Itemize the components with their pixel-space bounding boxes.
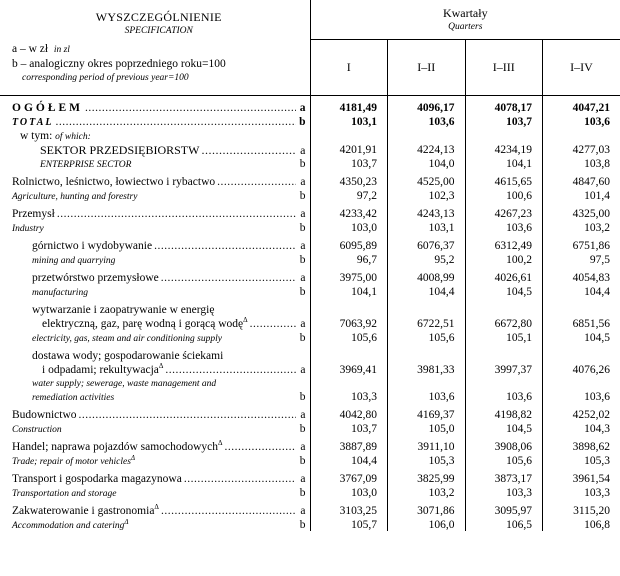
table-row — [0, 96, 620, 130]
col-header-q1-q3: I–III — [465, 39, 543, 95]
row-label: SEKTOR PRZEDSIĘBIORSTW ..... a ENTERPRISE SECTOR b — [0, 143, 310, 170]
table-row — [0, 202, 620, 234]
specification-header — [0, 0, 310, 96]
value-cell: 6076,37 95,2 — [388, 234, 466, 266]
value-cell: 3969,41 103,3 — [339, 364, 377, 403]
value-cell: 4076,26 103,6 — [543, 344, 620, 403]
row-label: OGÓŁEM ..... a TOTAL ..... b — [0, 96, 310, 130]
table-row — [0, 129, 620, 143]
value-cell: 3961,54 103,3 — [543, 467, 620, 499]
value-cell: 4243,13 103,1 — [388, 202, 466, 234]
value-cell: 4078,17 103,7 — [465, 96, 543, 130]
value-cell: 4169,37 105,0 — [388, 403, 466, 435]
table-row — [0, 143, 620, 170]
value-cell: 4525,00 102,3 — [388, 170, 466, 202]
table-row — [0, 435, 620, 467]
value-cell: 4201,91 103,7 — [339, 144, 377, 170]
legend-a: a – w zł in zl — [12, 43, 70, 55]
quarters-title: Kwartały — [442, 6, 488, 20]
value-cell: 3103,25 105,7 — [339, 505, 377, 531]
value-cell: 3095,97 106,5 — [465, 499, 543, 531]
value-cell: 3908,06 105,6 — [465, 435, 543, 467]
header-row-1 — [0, 0, 620, 39]
value-cell: 4026,61 104,5 — [465, 266, 543, 298]
value-cell: 6095,89 96,7 — [339, 240, 377, 266]
value-cell: 4181,49 103,1 — [339, 102, 377, 128]
value-cell: 3873,17 103,3 — [465, 467, 543, 499]
value-cell: 3767,09 103,0 — [339, 473, 377, 499]
legend-b: b – analogiczny okres poprzedniego roku=100 — [12, 58, 226, 70]
col-header-q1: I — [310, 39, 388, 95]
value-cell: 4350,23 97,2 — [339, 176, 377, 202]
table-row — [0, 344, 620, 403]
col-header-q1-q4: I–IV — [543, 39, 620, 95]
row-label: Transport i gospodarka magazynowa ..... a Transportation and storage b — [0, 467, 310, 499]
table-row — [0, 499, 620, 531]
value-cell: 3071,86 106,0 — [388, 499, 466, 531]
table-row — [0, 467, 620, 499]
value-cell: 4224,13 104,0 — [388, 143, 466, 170]
value-cell: 3115,20 106,8 — [543, 499, 620, 531]
value-cell: 3997,37 103,6 — [465, 344, 543, 403]
value-cell: 4096,17 103,6 — [388, 96, 466, 130]
value-cell: 3825,99 103,2 — [388, 467, 466, 499]
table-row — [0, 266, 620, 298]
value-cell: 3887,89 104,4 — [339, 441, 377, 467]
value-cell: 4847,60 101,4 — [543, 170, 620, 202]
value-cell: 4233,42 103,0 — [339, 208, 377, 234]
value-cell: 4267,23 103,6 — [465, 202, 543, 234]
header-title: WYSZCZEGÓLNIENIE — [95, 10, 222, 24]
row-label: Zakwaterowanie i gastronomia$^\Delta$ ..... a Accommodation and catering$^\Delta$ b — [0, 499, 310, 531]
value-cell: 3898,62 105,3 — [543, 435, 620, 467]
value-cell: 6312,49 100,2 — [465, 234, 543, 266]
row-label: górnictwo i wydobywanie ..... a mining and quarrying b — [0, 234, 310, 266]
value-cell: 4277,03 103,8 — [543, 143, 620, 170]
quarters-title-en: Quarters — [448, 22, 483, 32]
value-cell: 6851,56 104,5 — [543, 298, 620, 344]
value-cell: 3911,10 105,3 — [388, 435, 466, 467]
value-cell: 3975,00 104,1 — [339, 272, 377, 298]
value-cell: 4198,82 104,5 — [465, 403, 543, 435]
row-label: w tym: of which: — [0, 129, 310, 143]
table-row — [0, 403, 620, 435]
value-cell: 4615,65 100,6 — [465, 170, 543, 202]
quarters-header — [310, 0, 620, 39]
row-label: Handel; naprawa pojazdów samochodowych$^\Delta$ ..... a Trade; repair of motor vehicles$^\Delta$ b — [0, 435, 310, 467]
value-cell: 4042,80 103,7 — [339, 409, 377, 435]
row-label: wytwarzanie i zaopatrywanie w energię elektryczną, gaz, parę wodną i gorącą wodę$^\Delta$ ..... a electricity, gas, steam and air conditioning supply b — [0, 298, 310, 344]
value-cell: 7063,92 105,6 — [339, 318, 377, 344]
value-cell: 4252,02 104,3 — [543, 403, 620, 435]
value-cell: 6672,80 105,1 — [465, 298, 543, 344]
value-cell: 4325,00 103,2 — [543, 202, 620, 234]
row-label: Rolnictwo, leśnictwo, łowiectwo i rybactwo ..... a Agriculture, hunting and forestry b — [0, 170, 310, 202]
value-cell: 4008,99 104,4 — [388, 266, 466, 298]
value-cell: 6722,51 105,6 — [388, 298, 466, 344]
table-row — [0, 170, 620, 202]
row-label: dostawa wody; gospodarowanie ściekami i odpadami; rekultywacja$^\Delta$ ..... a water supply; sewerage, waste management and remediation activities b — [0, 344, 310, 403]
legend-b-en: corresponding period of previous year=100 — [22, 73, 189, 83]
table-row — [0, 298, 620, 344]
value-cell: 4234,19 104,1 — [465, 143, 543, 170]
value-cell: 4047,21 103,6 — [543, 96, 620, 130]
value-cell: 6751,86 97,5 — [543, 234, 620, 266]
table-row — [0, 234, 620, 266]
row-label: przetwórstwo przemysłowe ..... a manufacturing b — [0, 266, 310, 298]
header-title-en: SPECIFICATION — [124, 26, 193, 36]
row-label: Przemysł ..... a Industry b — [0, 202, 310, 234]
value-cell: 3981,33 103,6 — [388, 344, 466, 403]
row-label: Budownictwo ..... a Construction b — [0, 403, 310, 435]
value-cell: 4054,83 104,4 — [543, 266, 620, 298]
col-header-q1-q2: I–II — [388, 39, 466, 95]
